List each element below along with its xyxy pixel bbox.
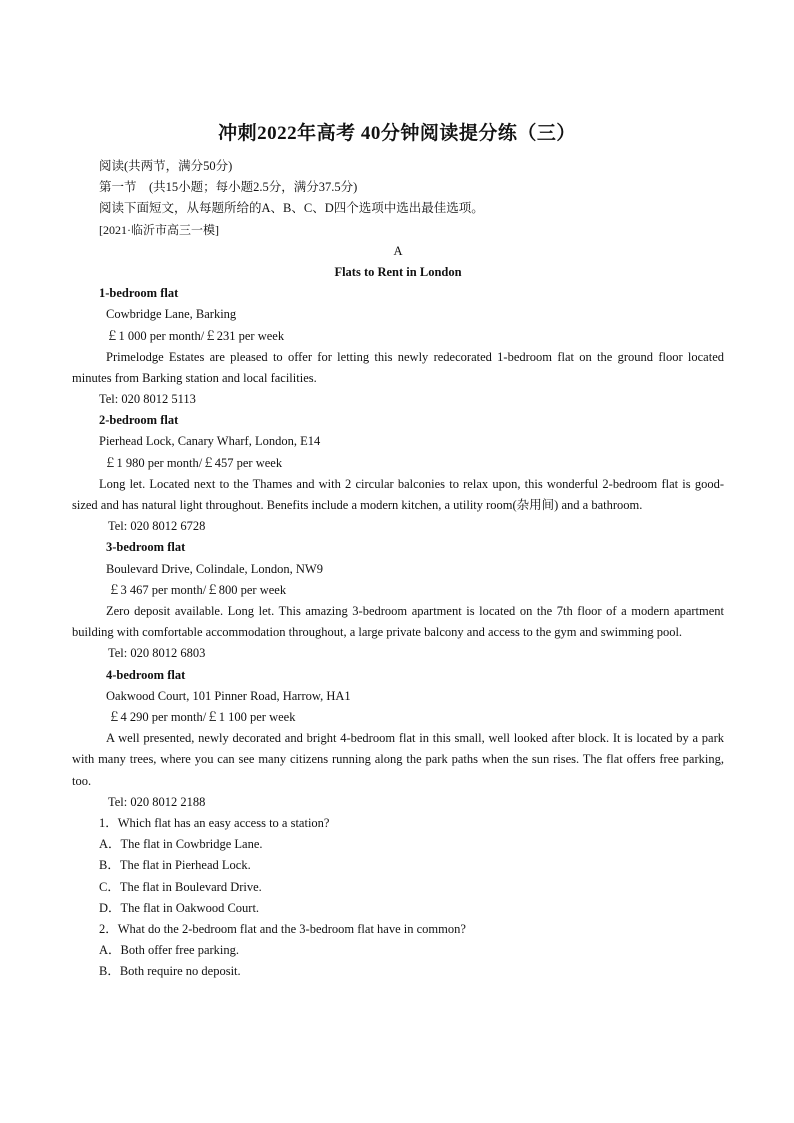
listing-tel: Tel: 020 8012 5113: [99, 392, 196, 407]
listing-name: 4-bedroom flat: [106, 667, 186, 682]
listing-price: ￡4 290 per month/￡1 100 per week: [108, 709, 296, 724]
question-option: D．The flat in Oakwood Court.: [99, 900, 260, 915]
listing-address: Pierhead Lock, Canary Wharf, London, E14: [99, 434, 321, 449]
section-header-line: 第一节 (共15小题；每小题2.5分，满分37.5分): [99, 180, 358, 195]
section-header-line: 阅读(共两节，满分50分): [99, 159, 233, 173]
listing-price: ￡1 980 per month/￡457 per week: [104, 455, 283, 470]
question-option: A．The flat in Cowbridge Lane.: [99, 837, 263, 852]
listing-description: Zero deposit available. Long let. This amazing 3-bedroom apartment is located on the 7th floor of a modern apartment building with comfortable accommodation throughout, a large private balcony and access to the gym and swimming pool.: [72, 604, 724, 640]
question-option: B．Both require no deposit.: [99, 964, 241, 979]
listing-address: Cowbridge Lane, Barking: [106, 307, 237, 322]
passage-heading: Flats to Rent in London: [334, 264, 462, 279]
document-body: [72, 156, 724, 982]
question-option: A．Both offer free parking.: [99, 943, 240, 958]
listing-address: Boulevard Drive, Colindale, London, NW9: [106, 561, 323, 576]
listing-name: 3-bedroom flat: [106, 540, 186, 555]
question-stem: 1．Which flat has an easy access to a station?: [99, 815, 330, 830]
listing-tel: Tel: 020 8012 6728: [108, 519, 206, 534]
question-stem: 2．What do the 2-bedroom flat and the 3-bedroom flat have in common?: [99, 921, 466, 936]
listing-price: ￡3 467 per month/￡800 per week: [108, 582, 287, 597]
listing-tel: Tel: 020 8012 2188: [108, 794, 206, 809]
question-option: C．The flat in Boulevard Drive.: [99, 879, 262, 894]
listing-description: A well presented, newly decorated and bright 4-bedroom flat in this small, well looked after block. It is located by a park with many trees, where you can see many citizens running along the park paths when the sun rises. The flat offers free parking, too.: [72, 731, 724, 788]
listing-description: Long let. Located next to the Thames and with 2 circular balconies to relax upon, this wonderful 2-bedroom flat is good-sized and has natural light throughout. Benefits include a modern kitchen, a utility room(杂用间) and a bathroom.: [72, 476, 724, 513]
listing-description: Primelodge Estates are pleased to offer for letting this newly redecorated 1-bedroom flat on the ground floor located minutes from Barking station and local facilities.: [72, 349, 724, 385]
listing-price: ￡1 000 per month/￡231 per week: [106, 328, 285, 343]
question-option: B．The flat in Pierhead Lock.: [99, 858, 251, 873]
listing-name: 1-bedroom flat: [99, 286, 179, 301]
source-line: [2021·临沂市高三一模]: [99, 222, 219, 237]
document-title: 冲刺2022年高考 40分钟阅读提分练（三）: [218, 123, 576, 144]
listing-address: Oakwood Court, 101 Pinner Road, Harrow, HA1: [106, 688, 351, 703]
listing-tel: Tel: 020 8012 6803: [108, 646, 206, 661]
instruction-line: 阅读下面短文，从每题所给的A、B、C、D四个选项中选出最佳选项。: [99, 201, 484, 216]
listing-name: 2-bedroom flat: [99, 413, 179, 428]
passage-letter: A: [393, 243, 403, 258]
